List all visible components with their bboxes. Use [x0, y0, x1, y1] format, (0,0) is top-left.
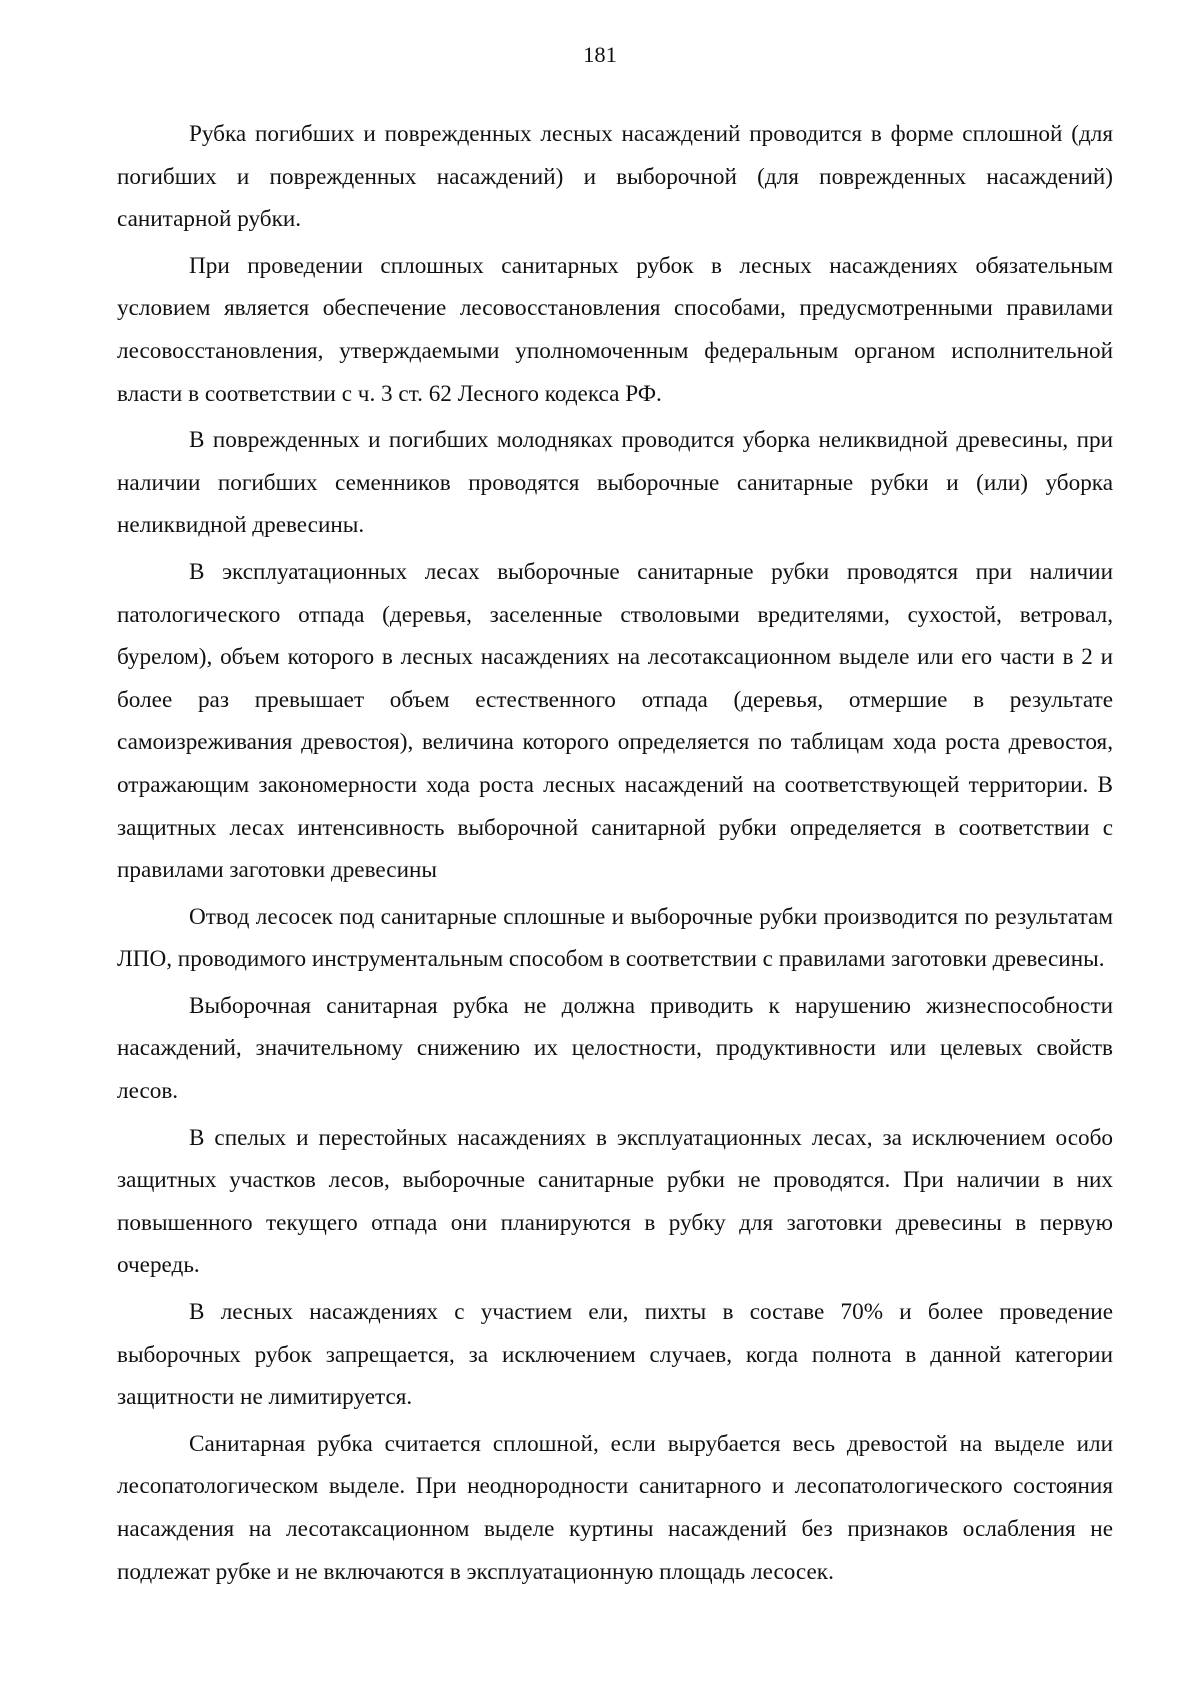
paragraph-exploitation-forests: В эксплуатационных лесах выборочные санитарные рубки проводятся при наличии патологического отпада (деревья, заселенные стволовыми вредителями, сухостой, ветровал, бурелом), объем которого в лесных насаждениях на лесотаксационном выделе или его части в 2 и более раз превышает объем естественного отпада (деревья, отмершие в результате самоизреживания древостоя), величина которого определяется по таблицам хода роста древостоя, отражающим закономерности хода роста лесных насаждений на соответствующей территории. В защитных лесах интенсивность выборочной санитарной рубки определяется в соответствии с правилами заготовки древесины [117, 558, 1113, 884]
body-text [117, 113, 1113, 1597]
paragraph-young-stands: В поврежденных и погибших молодняках проводится уборка неликвидной древесины, при наличии погибших семенников проводятся выборочные санитарные рубки и (или) уборка неликвидной древесины. [117, 427, 1113, 539]
page-number: 181 [583, 42, 617, 67]
paragraph-spruce-fir-stands: В лесных насаждениях с участием ели, пихты в составе 70% и более проведение выборочных рубок запрещается, за исключением случаев, когда полнота в данной категории защитности не лимитируется. [117, 1299, 1113, 1411]
paragraph-mature-stands: В спелых и перестойных насаждениях в эксплуатационных лесах, за исключением особо защитных участков лесов, выборочные санитарные рубки не проводятся. При наличии в них повышенного текущего отпада они планируются в рубку для заготовки древесины в первую очередь. [117, 1124, 1113, 1279]
paragraph-reforestation-condition: При проведении сплошных санитарных рубок в лесных насаждениях обязательным условием является обеспечение лесовосстановления способами, предусмотренными правилами лесовосстановления, утверждаемыми уполномоченным федеральным органом исполнительной власти в соответствии с ч. 3 ст. 62 Лесного кодекса РФ. [117, 252, 1113, 407]
paragraph-clear-felling-definition: Санитарная рубка считается сплошной, если вырубается весь древостой на выделе или лесопатологическом выделе. При неоднородности санитарного и лесопатологического состояния насаждения на лесотаксационном выделе куртины насаждений без признаков ослабления не подлежат рубке и не включаются в эксплуатационную площадь лесосек. [117, 1430, 1113, 1585]
paragraph-cutting-area-allotment: Отвод лесосек под санитарные сплошные и выборочные рубки производится по результатам ЛПО, проводимого инструментальным способом в соответствии с правилами заготовки древесины. [117, 903, 1113, 973]
paragraph-selective-felling-limits: Выборочная санитарная рубка не должна приводить к нарушению жизнеспособности насаждений, значительному снижению их целостности, продуктивности или целевых свойств лесов. [117, 992, 1113, 1105]
paragraph-clear-felling-forms: Рубка погибших и поврежденных лесных насаждений проводится в форме сплошной (для погибших и поврежденных насаждений) и выборочной (для поврежденных насаждений) санитарной рубки. [117, 121, 1113, 233]
